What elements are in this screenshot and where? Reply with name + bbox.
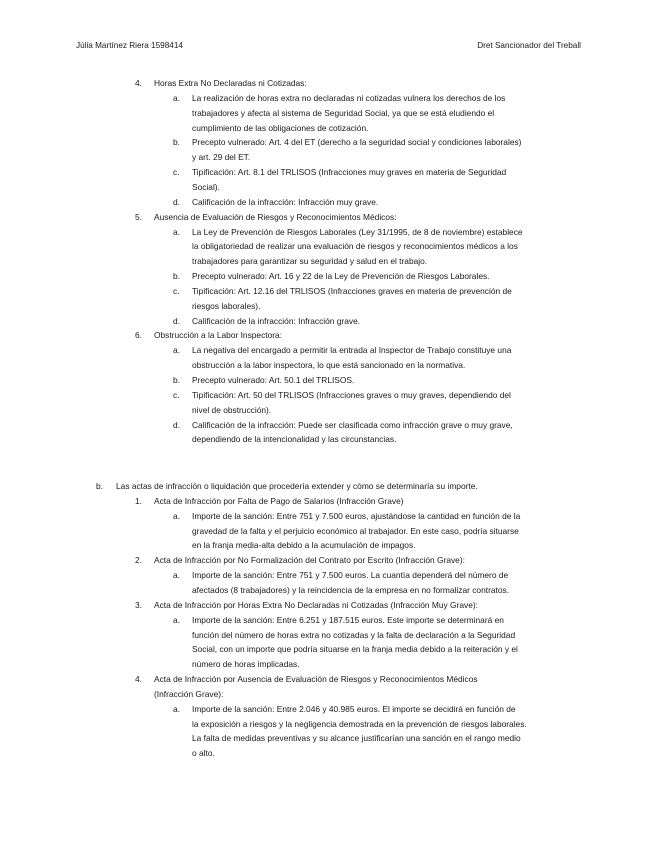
sub-letter: d. bbox=[173, 196, 180, 207]
section-title: Las actas de infracción o liquidación que procedería extender y cómo se determinaría su importe. bbox=[116, 481, 478, 491]
sub-item-text: Importe de la sanción: Entre 751 y 7.500 euros, ajustándose la cantidad en función de la bbox=[192, 510, 521, 521]
sub-item-text: Tipificación: Art. 8.1 del TRLISOS (Infracciones muy graves en materia de Seguridad bbox=[192, 167, 507, 178]
sub-letter: a. bbox=[173, 510, 180, 521]
sub-item-text: y art. 29 del ET. bbox=[192, 152, 251, 163]
sub-item-text: Tipificación: Art. 50 del TRLISOS (Infracciones graves o muy graves, dependiendo del bbox=[192, 389, 511, 400]
sub-item-text: riesgos laborales). bbox=[192, 300, 261, 311]
sub-item-text: afectados (8 trabajadores) y la reincidencia de la empresa en no formalizar contratos. bbox=[192, 584, 510, 595]
sub-letter: c. bbox=[173, 167, 180, 178]
sub-item-text: Precepto vulnerado: Art. 4 del ET (derecho a la seguridad social y condiciones laborales) bbox=[192, 137, 522, 148]
list-item-title: Acta de Infracción por Falta de Pago de Salarios (Infracción Grave) bbox=[154, 495, 404, 506]
sub-item-text: Social, con un importe que podría situarse en la franja media debido a la reiteración y el bbox=[192, 644, 518, 655]
sub-letter: a. bbox=[173, 703, 180, 714]
sub-letter: c. bbox=[173, 285, 180, 296]
sub-item-text: Precepto vulnerado: Art. 50.1 del TRLISOS. bbox=[192, 375, 355, 385]
list-item-title: Horas Extra No Declaradas ni Cotizadas: bbox=[154, 78, 307, 88]
sub-item-text: obstrucción a la labor inspectora, lo que está sancionado en la normativa. bbox=[192, 360, 466, 371]
sub-letter: b. bbox=[173, 375, 180, 385]
sub-letter: b. bbox=[173, 271, 180, 282]
sub-letter: c. bbox=[173, 389, 180, 400]
header-author: Júlia Martínez Riera 1598414 bbox=[76, 41, 183, 50]
list-number: 1. bbox=[135, 495, 142, 506]
sub-letter: a. bbox=[173, 345, 180, 356]
list-number: 5. bbox=[135, 211, 142, 222]
sub-letter: a. bbox=[173, 226, 180, 237]
sub-item-text: la obligatoriedad de realizar una evaluación de riesgos y reconocimientos médicos a los bbox=[192, 241, 518, 252]
sub-item-text: La realización de horas extra no declaradas ni cotizadas vulnera los derechos de los bbox=[192, 92, 506, 103]
list-item-title: Obstrucción a la Labor Inspectora: bbox=[154, 330, 283, 341]
sub-item-text: función del número de horas extra no cotizadas y la falta de declaración a la Seguridad bbox=[192, 629, 516, 640]
section-letter: b. bbox=[96, 481, 103, 491]
sub-item-text: Importe de la sanción: Entre 751 y 7.500 euros. La cuantía dependerá del número de bbox=[192, 570, 509, 581]
sub-item-text: Precepto vulnerado: Art. 16 y 22 de la Ley de Prevención de Riesgos Laborales. bbox=[192, 271, 490, 282]
sub-item-text: Importe de la sanción: Entre 6.251 y 187.515 euros. Este importe se determinará en bbox=[192, 614, 504, 625]
sub-letter: d. bbox=[173, 315, 180, 326]
sub-item-text: número de horas implicadas. bbox=[192, 659, 300, 670]
list-number: 2. bbox=[135, 555, 142, 566]
list-item-title: Acta de Infracción por Ausencia de Evaluación de Riesgos y Reconocimientos Médicos bbox=[154, 674, 478, 685]
sub-item-text: La negativa del encargado a permitir la entrada al Inspector de Trabajo constituye una bbox=[192, 345, 512, 356]
header-subject: Dret Sancionador del Treball bbox=[477, 41, 581, 50]
sub-item-text: trabajadores y afecta al sistema de Seguridad Social, ya que se está eludiendo el bbox=[192, 107, 495, 118]
sub-item-text: Calificación de la infracción: Infracción muy grave. bbox=[192, 196, 379, 207]
sub-item-text: trabajadores para garantizar su seguridad y salud en el trabajo. bbox=[192, 256, 428, 267]
sub-letter: a. bbox=[173, 92, 180, 103]
sub-item-text: La Ley de Prevención de Riesgos Laborales (Ley 31/1995, de 8 de noviembre) establece bbox=[192, 226, 523, 237]
list-item-title: Ausencia de Evaluación de Riesgos y Reconocimientos Médicos: bbox=[154, 211, 397, 222]
sub-item-text: Social). bbox=[192, 181, 220, 192]
sub-item-text: gravedad de la falta y el perjuicio económico al trabajador. En este caso, podría situarse bbox=[192, 525, 519, 536]
sub-item-text: en la franja media-alta debido a la acumulación de impagos. bbox=[192, 540, 416, 551]
list-number: 6. bbox=[135, 330, 142, 341]
list-number: 4. bbox=[135, 78, 142, 88]
sub-letter: b. bbox=[173, 137, 180, 148]
sub-letter: d. bbox=[173, 419, 180, 430]
sub-item-text: nivel de obstrucción). bbox=[192, 404, 272, 415]
list-item-title: Acta de Infracción por No Formalización del Contrato por Escrito (Infracción Grave): bbox=[154, 555, 465, 566]
sub-item-text: Calificación de la infracción: Infracción grave. bbox=[192, 315, 361, 326]
sub-item-text: Calificación de la infracción: Puede ser clasificada como infracción grave o muy grave, bbox=[192, 419, 513, 430]
sub-item-text: la exposición a riesgos y la negligencia demostrada en la prevención de riesgos laborales. bbox=[192, 718, 527, 729]
page-header bbox=[76, 41, 581, 53]
sub-letter: a. bbox=[173, 614, 180, 625]
list-number: 4. bbox=[135, 674, 142, 685]
sub-item-text: Importe de la sanción: Entre 2.046 y 40.985 euros. El importe se decidirá en función de bbox=[192, 703, 516, 714]
sub-item-text: dependiendo de la intencionalidad y las circunstancias. bbox=[192, 434, 397, 445]
list-number: 3. bbox=[135, 599, 142, 610]
sub-item-text: Tipificación: Art. 12.16 del TRLISOS (Infracciones graves en materia de prevención de bbox=[192, 285, 512, 296]
list-item-title: (Infracción Grave): bbox=[154, 688, 224, 699]
sub-item-text: o alto. bbox=[192, 748, 215, 759]
sub-letter: a. bbox=[173, 570, 180, 581]
list-item-title: Acta de Infracción por Horas Extra No Declaradas ni Cotizadas (Infracción Muy Grave): bbox=[154, 599, 478, 610]
sub-item-text: cumplimiento de las obligaciones de cotización. bbox=[192, 122, 369, 133]
sub-item-text: La falta de medidas preventivas y su alcance justificarían una sanción en el rango medio bbox=[192, 733, 521, 744]
